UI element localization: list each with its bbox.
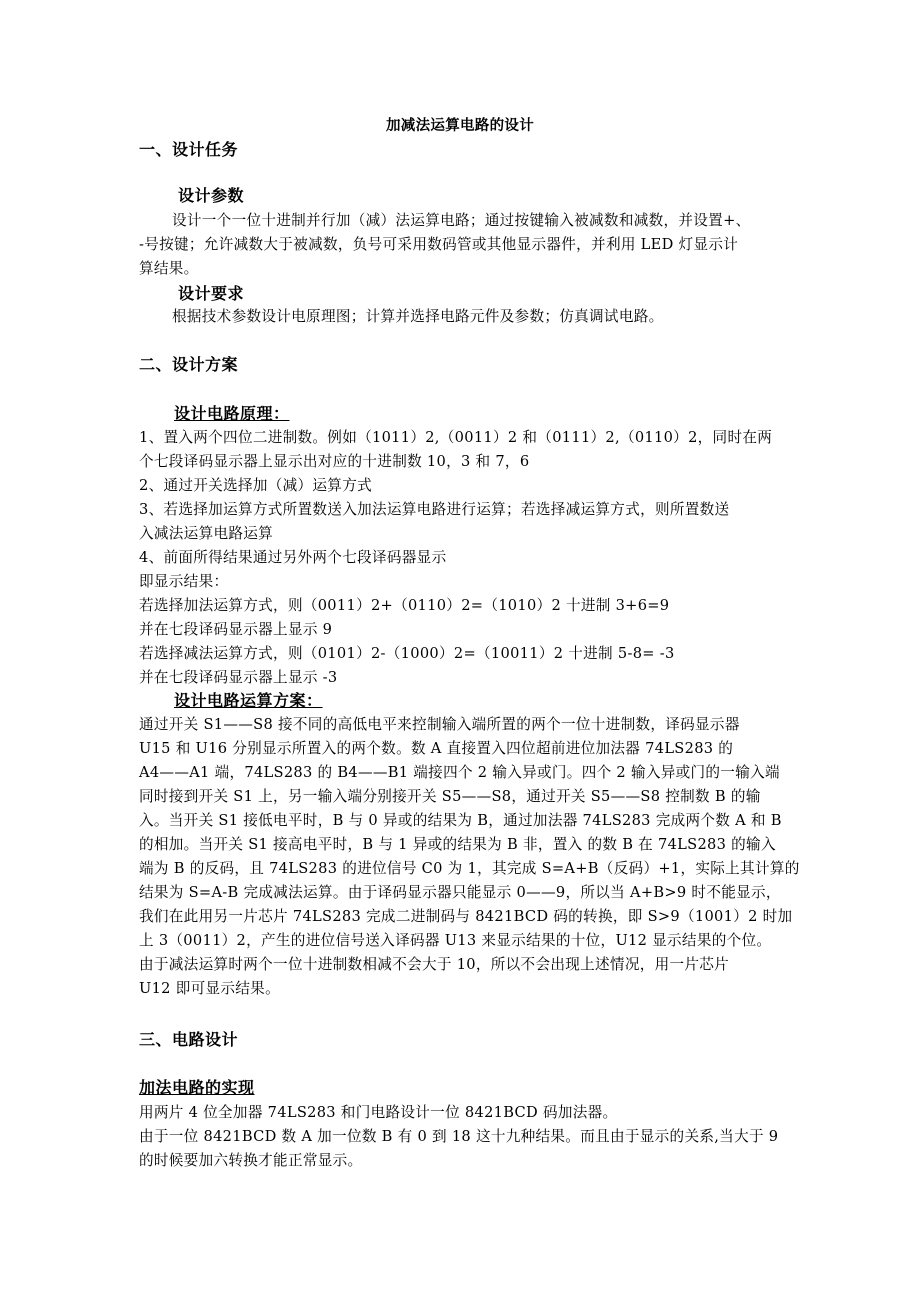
section-3-heading: 三、电路设计 bbox=[139, 1030, 239, 1049]
scheme-line-2: U15 和 U16 分别显示所置入的两个数。数 A 直接置入四位超前进位加法器 74LS283 的 bbox=[139, 740, 734, 757]
params-line-1: 设计一个一位十进制并行加（减）法运算电路；通过按键输入被减数和减数，并设置+、 bbox=[172, 212, 751, 229]
scheme-line-9: 我们在此用另一片芯片 74LS283 完成二进制码与 8421BCD 码的转换，即 S>9（1001）2 时加 bbox=[139, 908, 793, 925]
adder-line-2: 由于一位 8421BCD 数 A 加一位数 B 有 0 到 18 这十九种结果。而且由于显示的关系,当大于 9 bbox=[139, 1128, 779, 1145]
design-params-heading: 设计参数 bbox=[178, 186, 245, 205]
principle-line-11: 并在七段译码显示器上显示 -3 bbox=[139, 669, 338, 686]
scheme-line-7: 端为 B 的反码，且 74LS283 的进位信号 C0 为 1，其完成 S=A+B（反码）+1，实际上其计算的 bbox=[139, 860, 800, 877]
doc-title: 加减法运算电路的设计 bbox=[386, 118, 534, 134]
principle-line-8: 若选择加法运算方式，则（0011）2+（0110）2=（1010）2 十进制 3+6=9 bbox=[139, 597, 670, 614]
principle-heading: 设计电路原理： bbox=[174, 404, 290, 423]
params-line-3: 算结果。 bbox=[139, 260, 199, 277]
principle-line-10: 若选择减法运算方式，则（0101）2-（1000）2=（10011）2 十进制 5-8= -3 bbox=[139, 645, 675, 662]
scheme-line-1: 通过开关 S1——S8 接不同的高低电平来控制输入端所置的两个一位十进制数，译码显示器 bbox=[139, 716, 740, 733]
principle-line-3: 2、通过开关选择加（减）运算方式 bbox=[139, 477, 372, 494]
principle-line-6: 4、前面所得结果通过另外两个七段译码器显示 bbox=[139, 549, 447, 566]
scheme-line-4: 同时接到开关 S1 上，另一输入端分别接开关 S5——S8，通过开关 S5——S8 控制数 B 的输 bbox=[139, 788, 761, 805]
principle-line-2: 个七段译码显示器上显示出对应的十进制数 10，3 和 7，6 bbox=[139, 453, 530, 470]
adder-impl-heading: 加法电路的实现 bbox=[139, 1078, 255, 1097]
adder-line-3: 的时候要加六转换才能正常显示。 bbox=[139, 1152, 363, 1169]
scheme-line-12: U12 即可显示结果。 bbox=[139, 980, 280, 997]
scheme-line-5: 入。当开关 S1 接低电平时，B 与 0 异或的结果为 B，通过加法器 74LS283 完成两个数 A 和 B bbox=[139, 812, 782, 829]
scheme-heading: 设计电路运算方案： bbox=[174, 691, 323, 710]
scheme-line-3: A4——A1 端，74LS283 的 B4——B1 端接四个 2 输入异或门。四个 2 输入异或门的一输入端 bbox=[139, 764, 780, 781]
principle-line-5: 入减法运算电路运算 bbox=[139, 525, 274, 542]
scheme-line-10: 上 3（0011）2，产生的进位信号送入译码器 U13 来显示结果的十位，U12 显示结果的个位。 bbox=[139, 932, 772, 949]
section-1-heading: 一、设计任务 bbox=[139, 140, 239, 159]
adder-line-1: 用两片 4 位全加器 74LS283 和门电路设计一位 8421BCD 码加法器。 bbox=[139, 1104, 618, 1121]
req-line: 根据技术参数设计电原理图；计算并选择电路元件及参数；仿真调试电路。 bbox=[172, 308, 664, 325]
design-req-heading: 设计要求 bbox=[178, 284, 245, 303]
scheme-line-8: 结果为 S=A-B 完成减法运算。由于译码显示器只能显示 0——9，所以当 A+B>9 时不能显示， bbox=[139, 884, 781, 901]
scheme-line-11: 由于减法运算时两个一位十进制数相减不会大于 10，所以不会出现上述情况，用一片芯片 bbox=[139, 956, 730, 973]
scheme-line-6: 的相加。当开关 S1 接高电平时，B 与 1 异或的结果为 B 非，置入 的数 B 在 74LS283 的输入 bbox=[139, 836, 776, 853]
principle-line-4: 3、若选择加运算方式所置数送入加法运算电路进行运算；若选择减运算方式，则所置数送 bbox=[139, 501, 730, 518]
principle-line-7: 即显示结果： bbox=[139, 573, 229, 590]
principle-line-9: 并在七段译码显示器上显示 9 bbox=[139, 621, 333, 638]
params-line-2: -号按键；允许减数大于被减数，负号可采用数码管或其他显示器件，并利用 LED 灯显示计 bbox=[139, 236, 739, 253]
principle-line-1: 1、置入两个四位二进制数。例如（1011）2,（0011）2 和（0111）2,（0110）2，同时在两 bbox=[139, 429, 773, 446]
section-2-heading: 二、设计方案 bbox=[139, 355, 239, 374]
